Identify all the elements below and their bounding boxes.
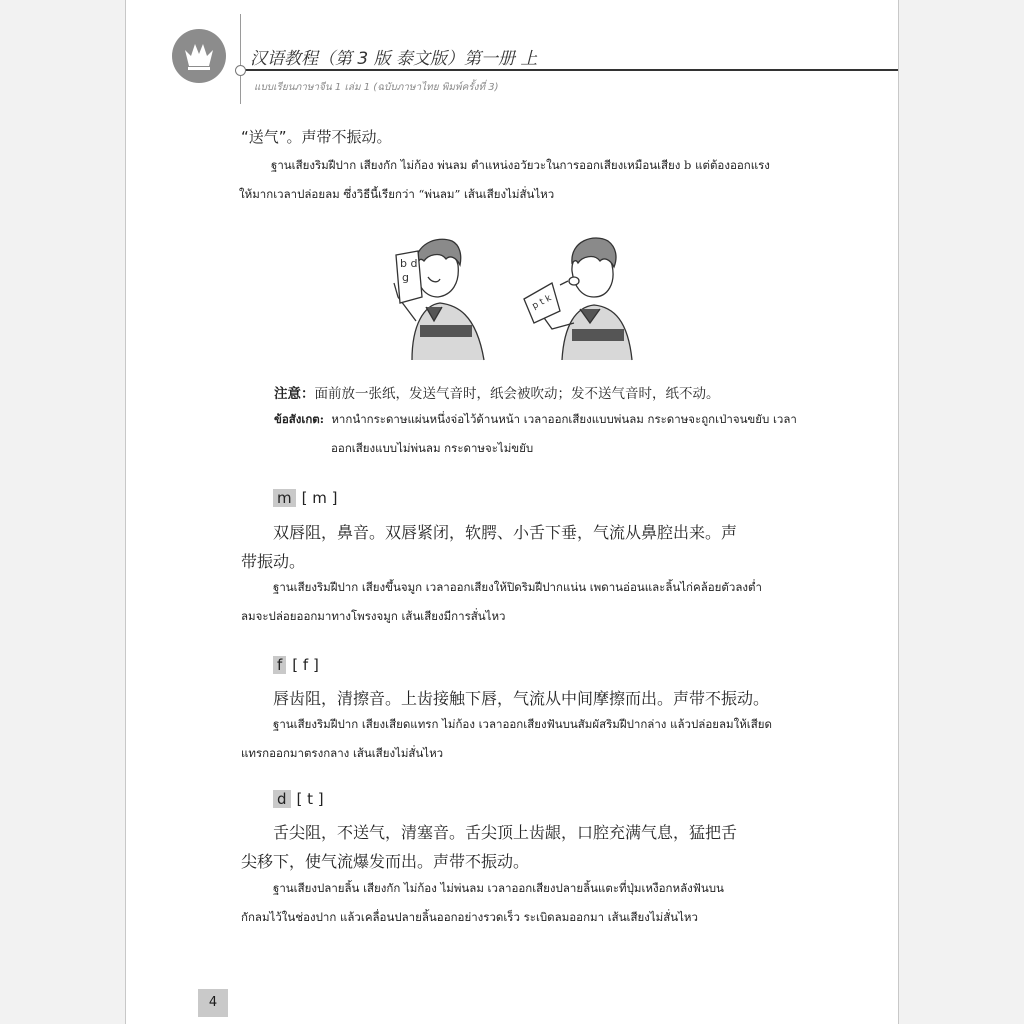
paper-letters-blown: p t k bbox=[530, 293, 554, 312]
header-divider-horizontal bbox=[240, 69, 898, 71]
section-d-thai-line-1: ฐานเสียงปลายลิ้น เสียงกัก ไม่ก้อง ไม่พ่นลม เวลาออกเสียงปลายลิ้นแตะที่ปุ่มเหงือกหลังฟันบน bbox=[273, 881, 724, 895]
pinyin-letter: d bbox=[273, 790, 291, 808]
section-heading-f bbox=[273, 656, 319, 674]
section-heading-d bbox=[273, 790, 324, 808]
ipa-symbol: [ f ] bbox=[292, 656, 319, 674]
note-thai-line-2: ออกเสียงแบบไม่พ่นลม กระดาษจะไม่ขยับ bbox=[331, 441, 534, 455]
note-text-thai-1: หากนำกระดาษแผ่นหนึ่งจ่อไว้ด้านหน้า เวลาออกเสียงแบบพ่นลม กระดาษจะถูกเป่าจนขยับ เวลา bbox=[331, 412, 797, 426]
section-d-thai-line-2: กักลมไว้ในช่องปาก แล้วเคลื่อนปลายลิ้นออกอย่างรวดเร็ว ระเบิดลมออกมา เส้นเสียงไม่สั่นไหว bbox=[241, 910, 698, 924]
book-fan-logo-icon bbox=[171, 28, 227, 84]
section-f-chinese-line-1: 唇齿阻，清擦音。上齿接触下唇，气流从中间摩擦而出。声带不振动。 bbox=[273, 689, 770, 708]
section-m-chinese-line-1: 双唇阻，鼻音。双唇紧闭，软腭、小舌下垂，气流从鼻腔出来。声 bbox=[273, 523, 738, 542]
note-chinese bbox=[274, 382, 720, 402]
paper-letters-line-2: g bbox=[402, 271, 409, 284]
paper-breath-illustration bbox=[376, 225, 646, 365]
textbook-page bbox=[125, 0, 899, 1024]
header-divider-vertical bbox=[240, 14, 241, 104]
paper-letters-line-1: b d bbox=[400, 257, 418, 270]
book-title: 汉语教程（第 3 版 泰文版）第一册 上 bbox=[250, 49, 538, 69]
note-text-chinese: 面前放一张纸，发送气音时，纸会被吹动；发不送气音时，纸不动。 bbox=[314, 386, 720, 402]
book-subtitle-thai: แบบเรียนภาษาจีน 1 เล่ม 1 (ฉบับภาษาไทย พิมพ์ครั้งที่ 3) bbox=[254, 82, 499, 93]
section-f-thai-line-1: ฐานเสียงริมฝีปาก เสียงเสียดแทรก ไม่ก้อง เวลาออกเสียงฟันบนสัมผัสริมฝีปากล่าง แล้วปล่อยลมให้เสียด bbox=[273, 717, 772, 731]
pinyin-letter: m bbox=[273, 489, 296, 507]
intro-chinese: “送气”。声带不振动。 bbox=[241, 128, 392, 146]
note-label-chinese: 注意： bbox=[274, 386, 315, 402]
section-m-thai-line-2: ลมจะปล่อยออกมาทางโพรงจมูก เส้นเสียงมีการสั่นไหว bbox=[241, 609, 506, 623]
section-m-chinese-line-2: 带振动。 bbox=[241, 552, 306, 571]
section-d-chinese-line-1: 舌尖阻，不送气，清塞音。舌尖顶上齿龈，口腔充满气息，猛把舌 bbox=[273, 823, 738, 842]
section-f-thai-line-2: แทรกออกมาตรงกลาง เส้นเสียงไม่สั่นไหว bbox=[241, 746, 444, 760]
section-d-chinese-line-2: 尖移下，使气流爆发而出。声带不振动。 bbox=[241, 852, 530, 871]
page-number: 4 bbox=[198, 989, 228, 1017]
intro-thai-line-2: ให้มากเวลาปล่อยลม ซึ่งวิธีนี้เรียกว่า “พ่นลม” เส้นเสียงไม่สั่นไหว bbox=[239, 187, 555, 201]
section-heading-m bbox=[273, 489, 337, 507]
ipa-symbol: [ t ] bbox=[296, 790, 324, 808]
ipa-symbol: [ m ] bbox=[301, 489, 338, 507]
intro-thai-line-1: ฐานเสียงริมฝีปาก เสียงกัก ไม่ก้อง พ่นลม ตำแหน่งอวัยวะในการออกเสียงเหมือนเสียง b แต่ต้องออกแรง bbox=[271, 158, 770, 172]
section-m-thai-line-1: ฐานเสียงริมฝีปาก เสียงขึ้นจมูก เวลาออกเสียงให้ปิดริมฝีปากแน่น เพดานอ่อนและลิ้นไก่คล้อยตัวลงต่ำ bbox=[273, 580, 762, 594]
note-label-thai: ข้อสังเกต: bbox=[274, 412, 325, 426]
note-thai-line-1 bbox=[274, 411, 797, 429]
pinyin-letter: f bbox=[273, 656, 286, 674]
header-divider-dot bbox=[235, 65, 246, 76]
